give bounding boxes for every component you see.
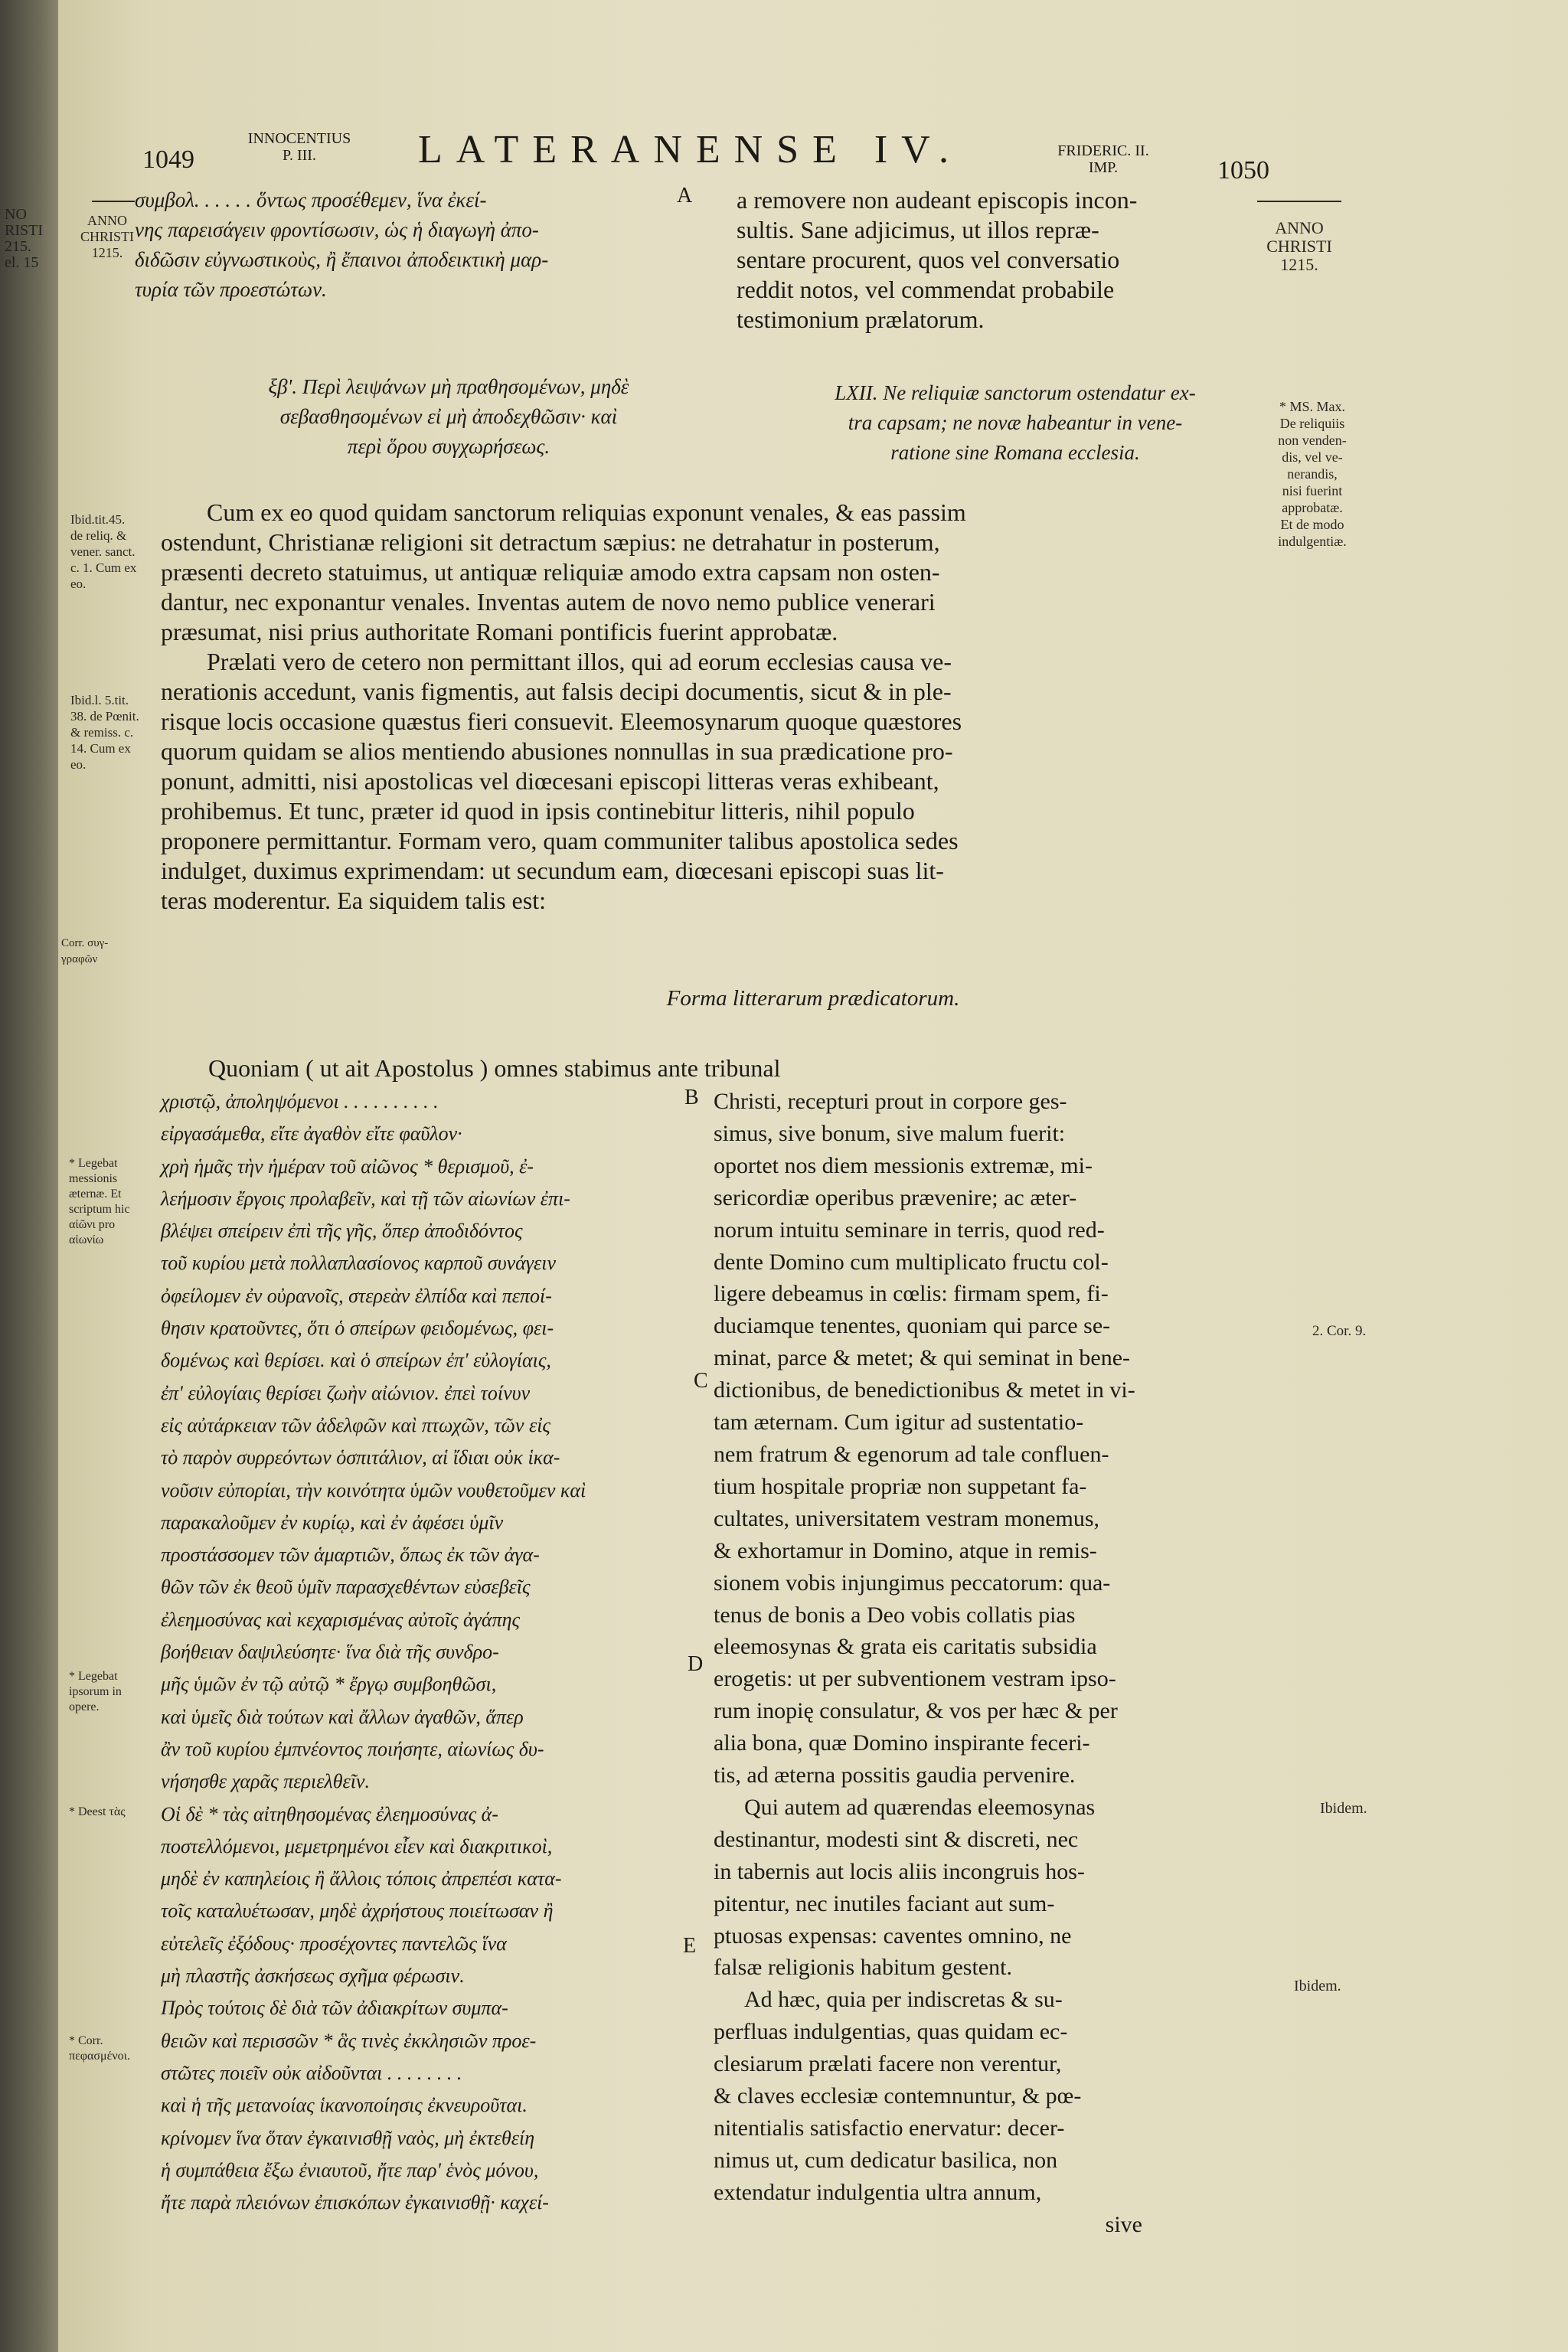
latin-col-line: ptuosas expensas: caventes omnino, ne (714, 1922, 1072, 1949)
latin-col-line: dictionibus, de benedictionibus & metet in vi- (714, 1377, 1135, 1403)
top-latin-block (737, 185, 1288, 335)
greek-line: νης παρεισάγειν φροντίσωσιν, ὡς ἡ διαγωγὴ ἀπο- (135, 218, 539, 241)
note-line: & remiss. c. (70, 725, 134, 740)
margin-note-legebat-2 (69, 1669, 155, 1715)
latin-line: sultis. Sane adjicimus, ut illos repræ- (737, 216, 1099, 243)
section-letter-c: C (694, 1369, 708, 1393)
greek-col-line: καὶ ἡ τῆς μετανοίας ἱκανοποίησις ἐκνευροῦται. (161, 2094, 528, 2117)
note-line: c. 1. Cum ex (70, 560, 137, 575)
latin-col-line: sive (1105, 2211, 1142, 2237)
latin-col-line: clesiarum prælati facere non verentur, (714, 2051, 1062, 2077)
main-line: indulget, duximus exprimendam: ut secundum eam, diœcesani episcopi suas lit- (161, 857, 944, 884)
christi-label: CHRISTI (1266, 237, 1332, 256)
ms-note-line: * MS. Max. (1279, 399, 1345, 414)
pope-label: INNOCENTIUS (247, 130, 351, 147)
latin-col-line: falsæ religionis habitum gestent. (714, 1955, 1012, 1981)
greek-col-line: λεήμοσιν ἔργοις προλαβεῖν, καὶ τῇ τῶν αἰωνίων ἐπι- (161, 1187, 570, 1210)
greek-col-line: θειῶν καὶ περισσῶν * ἃς τινὲς ἐκκλησιῶν προε- (161, 2029, 537, 2052)
latin-col-line: simus, sive bonum, sive malum fuerit: (714, 1120, 1066, 1146)
pope-sub: P. III. (283, 147, 316, 164)
greek-col-line: τὸ παρὸν συρρεόντων ὁσπιτάλιον, αἱ ἴδιαι οὐκ ἱκα- (161, 1446, 560, 1469)
greek-col-line: νοῦσιν εὐπορίαι, τὴν κοινότητα ὑμῶν νουθετοῦμεν καὶ (161, 1478, 586, 1501)
margin-note-corr-1 (61, 936, 138, 968)
year-label: 1215. (1280, 255, 1318, 274)
ms-note-line: approbatæ. (1282, 500, 1343, 515)
ms-note-line: nisi fuerint (1282, 483, 1343, 498)
main-line: teras moderentur. Ea siquidem talis est: (161, 887, 546, 914)
greek-col-line: προστάσσομεν τῶν ἁμαρτιῶν, ὅπως ἐκ τῶν ἀγα- (161, 1544, 540, 1566)
latin-col-line: sericordiæ operibus prævenire; ac æter- (714, 1184, 1077, 1210)
greek-col-line: θῶν τῶν ἐκ θεοῦ ὑμῖν παρασχεθέντων εὐσεβεῖς (161, 1576, 531, 1599)
main-line: prohibemus. Et tunc, præter id quod in ipsis continebitur litteris, nihil populo (161, 797, 915, 825)
greek-col-line: ὀφείλομεν ἐν οὐρανοῖς, στερεὰν ἐλπίδα καὶ πεποί- (161, 1284, 552, 1307)
latin-col-line: norum intuitu seminare in terris, quod red- (714, 1217, 1105, 1243)
greek-col-line: ἐπ' εὐλογίαις θερίσει ζωὴν αἰώνιον. ἐπεὶ τοίνυν (161, 1381, 531, 1404)
greek-col-line: μηδὲ ἐν καπηλείοις ἢ ἄλλοις τόποις ἀπρεπέσι κατα- (161, 1867, 562, 1890)
latin-col-line: extendatur indulgentia ultra annum, (714, 2179, 1042, 2205)
greek-col-line: τοῖς καταλυέτωσαν, μηδὲ ἀχρήστους ποιείτωσαν ἢ (161, 1900, 554, 1922)
latin-col-line: nem fratrum & egenorum ad tale confluen- (714, 1441, 1109, 1467)
year-label: 1215. (91, 245, 123, 260)
note-line: 38. de Pœnit. (70, 709, 139, 724)
latin-column (714, 1086, 1142, 2241)
greek-line: διδῶσιν εὐγνωστικοὺς, ἢ ἔπαινοι ἀποδεικτικὴ μαρ- (135, 248, 549, 271)
main-line: proponere permittantur. Formam vero, quam communiter talibus apostolica sedes (161, 827, 959, 854)
greek-col-line: Οἱ δὲ * τὰς αἰτηθησομένας ἐλεημοσύνας ἀ- (161, 1802, 498, 1825)
main-line: ostendunt, Christianæ religioni sit detractum sæpius: ne detrahatur in posterum, (161, 528, 940, 556)
margin-note-ibid-1 (70, 511, 155, 592)
greek-column (161, 1086, 749, 2219)
greek-col-line: εὐτελεῖς ἐξόδους· προσέχοντες παντελῶς ἵνα (161, 1932, 507, 1955)
latin-col-line: destinantur, modesti sint & discreti, nec (714, 1826, 1079, 1852)
anno-label: ANNO (87, 213, 127, 228)
binding-fragment: 215. (5, 238, 31, 255)
note-line: eo. (70, 577, 87, 591)
margin-ref-ibidem-2: Ibidem. (1294, 1978, 1341, 1994)
latin-col-line: & exhortamur in Domino, atque in remis- (714, 1537, 1097, 1563)
binding-fragments (5, 207, 51, 271)
running-head (142, 122, 1521, 191)
note-line: opere. (69, 1700, 100, 1713)
greek-col-line: τοῦ κυρίου μετὰ πολλαπλασίονος καρποῦ συνάγειν (161, 1252, 557, 1275)
latin-col-line: nimus ut, cum dedicatur basilica, non (714, 2147, 1058, 2173)
note-line: Ibid.tit.45. (70, 512, 126, 527)
main-line: ponunt, admitti, nisi apostolicas vel diœcesani episcopi litteras veras exhibeant, (161, 767, 939, 795)
latin-col-line: tis, ad æterna possitis gaudia pervenire. (714, 1762, 1076, 1788)
note-line: vener. sanct. (70, 544, 136, 559)
greek-col-line: χριστῷ, ἀποληψόμενοι . . . . . . . . . . (161, 1090, 439, 1112)
note-line: ipsorum in (69, 1685, 122, 1698)
ms-note-line: Et de modo (1280, 517, 1344, 532)
latin-col-line: tenus de bonis a Deo vobis collatis pias (714, 1602, 1076, 1628)
note-line: messionis (69, 1172, 118, 1185)
section-letter-a: A (677, 184, 693, 207)
greek-col-line: μὴ πλαστῆς ἀσκήσεως σχῆμα φέρωσιν. (161, 1965, 465, 1988)
main-line: dantur, nec exponantur venales. Inventas autem de novo nemo publice venerari (161, 588, 936, 616)
margin-note-corr-2 (69, 2034, 155, 2064)
greek-col-line: εἰργασάμεθα, εἴτε ἀγαθὸν εἴτε φαῦλον· (161, 1122, 462, 1145)
greek-line: τυρία τῶν προεστώτων. (135, 278, 327, 301)
latin-line: reddit notos, vel commendat probabile (737, 276, 1115, 303)
latin-col-line: duciamque tenentes, quoniam qui parce se- (714, 1313, 1111, 1339)
greek-col-line: θησιν κρατοῦντες, ὅτι ὁ σπείρων φειδομένως, φει- (161, 1317, 554, 1340)
greek-col-line: καὶ ὑμεῖς διὰ τούτων καὶ ἄλλων ἀγαθῶν, ἅπερ (161, 1705, 524, 1728)
emperor-name (1038, 142, 1168, 176)
margin-ref-ibidem-1: Ibidem. (1320, 1800, 1367, 1817)
greek-col-line: ἐλεημοσύνας καὶ κεχαρισμένας αὐτοῖς ἀγάπης (161, 1608, 521, 1631)
ms-note-line: indulgentiæ. (1278, 534, 1347, 549)
greek-col-line: ἂν τοῦ κυρίου ἐμπνέοντος ποιήσητε, αἰωνίως δυ- (161, 1737, 544, 1760)
note-line: * Legebat (69, 1157, 118, 1170)
latin-col-line: perfluas indulgentias, quas quidam ec- (714, 2019, 1068, 2045)
latin-col-line: sionem vobis injungimus peccatorum: qua- (714, 1570, 1111, 1596)
latin-col-line: Christi, recepturi prout in corpore ges- (714, 1089, 1067, 1114)
quoniam-line: Quoniam ( ut ait Apostolus ) omnes stabimus ante tribunal (208, 1054, 781, 1082)
note-line: Ibid.l. 5.tit. (70, 693, 129, 707)
margin-note-ibid-2 (70, 692, 155, 773)
anno-christi-left (77, 213, 138, 261)
latin-col-line: nitentialis satisfactio enervatur: decer- (714, 2115, 1065, 2141)
greek-chapter-heading (158, 372, 740, 462)
latin-col-line: Ad hæc, quia per indiscretas & su- (744, 1987, 1063, 2013)
greek-col-line: ἡ συμπάθεια ἔξω ἐνιαυτοῦ, ἤτε παρ' ἑνὸς μόνου, (161, 2158, 539, 2181)
latin-col-line: eleemosynas & grata eis caritatis subsidia (714, 1634, 1097, 1660)
main-line: risque locis occasione quæstus fieri consuevit. Eleemosynarum quoque quæstores (161, 707, 962, 735)
section-letter-d: D (688, 1652, 704, 1676)
binding-fragment: NO (5, 206, 27, 223)
emperor-sub: IMP. (1088, 159, 1119, 176)
margin-ref-cor: 2. Cor. 9. (1312, 1323, 1367, 1339)
main-line: quorum quidam se alios mentiendo abusiones nonnullas in sua prædicatione pro- (161, 737, 953, 765)
latin-heading-line: ratione sine Romana ecclesia. (890, 441, 1140, 464)
top-greek-block (135, 185, 740, 305)
greek-col-line: βλέψει σπείρειν ἐπὶ τῆς γῆς, ὅπερ ἀποδιδόντος (161, 1220, 523, 1243)
main-line: præsenti decreto statuimus, ut antiquæ reliquiæ amodo extra capsam non osten- (161, 558, 940, 586)
main-line: Cum ex eo quod quidam sanctorum reliquias exponunt venales, & eas passim (207, 498, 966, 526)
note-line: æternæ. Et (69, 1187, 122, 1200)
latin-heading-line: LXII. Ne reliquiæ sanctorum ostendatur ex- (835, 381, 1196, 404)
greek-heading-line: ξβ'. Περὶ λειψάνων μὴ πραθησομένων, μηδὲ (268, 375, 629, 398)
greek-heading-line: σεβασθησομένων εἰ μὴ ἀποδεχθῶσιν· καὶ (279, 405, 618, 428)
latin-line: testimonium prælatorum. (737, 305, 985, 333)
greek-col-line: εἰς αὐτάρκειαν τῶν ἀδελφῶν καὶ πτωχῶν, τῶν εἰς (161, 1413, 550, 1436)
greek-col-line: μῆς ὑμῶν ἐν τῷ αὐτῷ * ἔργῳ συμβοηθῶσι, (161, 1673, 497, 1696)
ms-note-line: non venden- (1278, 433, 1347, 448)
ms-note-line: nerandis, (1287, 466, 1338, 482)
latin-col-line: in tabernis aut locis aliis incongruis hos- (714, 1858, 1085, 1884)
anno-label: ANNO (1275, 218, 1324, 237)
christi-label: CHRISTI (80, 229, 134, 244)
note-line: * Corr. (69, 2034, 103, 2047)
greek-line: συμβολ. . . . . . ὅντως προσέθεμεν, ἵνα ἐκεί- (135, 188, 487, 211)
latin-col-line: minat, parce & metet; & qui seminat in bene- (714, 1345, 1130, 1371)
greek-col-line: ἤτε παρὰ πλειόνων ἐπισκόπων ἐγκαινισθῇ· καχεί- (161, 2191, 549, 2214)
section-letter-b: B (684, 1086, 699, 1109)
ms-note-line: dis, vel ve- (1282, 449, 1343, 465)
greek-col-line: παρακαλοῦμεν ἐν κυρίῳ, καὶ ἐν ἀφέσει ὑμῖν (161, 1511, 504, 1534)
book-binding (0, 0, 58, 2352)
latin-col-line: tium hospitale propriæ non suppetant fa- (714, 1473, 1087, 1499)
latin-chapter-heading (732, 378, 1298, 468)
greek-col-line: ποστελλόμενοι, μεμετρημένοι εἶεν καὶ διακριτικοὶ, (161, 1834, 553, 1857)
note-line: * Deest τὰς (69, 1805, 126, 1818)
greek-col-line: χρὴ ἡμᾶς τὴν ἡμέραν τοῦ αἰῶνος * θερισμοῦ, ἐ- (161, 1155, 534, 1178)
council-title: LATERANENSE IV. (418, 128, 963, 172)
note-line: γραφῶν (61, 953, 98, 965)
latin-col-line: erogetis: ut per subventionem vestram ipso- (714, 1666, 1116, 1692)
greek-col-line: νήσησθε χαρᾶς περιελθεῖν. (161, 1770, 370, 1793)
note-line: αἰωνίω (69, 1233, 104, 1246)
latin-col-line: cultates, universitatem vestram monemus, (714, 1505, 1100, 1531)
note-line: scriptum hic (69, 1203, 130, 1216)
margin-note-deest (69, 1804, 155, 1820)
main-line: præsumat, nisi prius authoritate Romani pontificis fuerint approbatæ. (161, 618, 838, 645)
main-latin-text (161, 498, 1279, 916)
latin-col-line: dente Domino cum multiplicato fructu col- (714, 1249, 1109, 1275)
latin-line: a removere non audeant episcopis incon- (737, 186, 1138, 214)
greek-col-line: βοήθειαν δαψιλεύσητε· ἵνα διὰ τῆς συνδρο- (161, 1641, 499, 1664)
latin-col-line: tam æternam. Cum igitur ad sustentatio- (714, 1410, 1084, 1436)
note-line: 14. Cum ex (70, 741, 131, 756)
greek-col-line: δομένως καὶ θερίσει. καὶ ὁ σπείρων ἐπ' εὐλογίαις, (161, 1349, 551, 1372)
binding-fragment: RISTI (5, 222, 43, 239)
book-page (5, 0, 1568, 2352)
greek-heading-line: περὶ ὅρου συγχωρήσεως. (347, 435, 550, 458)
greek-col-line: κρίνομεν ἵνα ὅταν ἐγκαινισθῇ ναὸς, μὴ ἐκτεθείη (161, 2126, 535, 2149)
note-line: eo. (70, 757, 87, 772)
ms-note-line: De reliquiis (1279, 416, 1345, 431)
greek-col-line: Πρὸς τούτοις δὲ διὰ τῶν ἀδιακρίτων συμπα- (161, 1997, 508, 2020)
main-line: nerationis accedunt, vanis figmentis, aut falsis decipi documentis, sicut & in ple- (161, 678, 952, 705)
latin-col-line: ligere debeamus in cœlis: firmam spem, fi- (714, 1281, 1109, 1307)
note-line: Corr. συγ- (61, 937, 109, 949)
left-margin-rule (92, 201, 135, 202)
note-line: πεφασμένοι. (69, 2050, 130, 2063)
binding-fragment: el. 15 (5, 254, 39, 271)
emperor-label: FRIDERIC. II. (1057, 142, 1149, 159)
latin-col-line: & claves ecclesiæ contemnuntur, & pœ- (714, 2083, 1082, 2109)
note-line: * Legebat (69, 1670, 118, 1683)
latin-col-line: oportet nos diem messionis extremæ, mi- (714, 1152, 1093, 1178)
note-line: de reliq. & (70, 528, 127, 543)
pope-name (242, 130, 357, 164)
latin-col-line: alia bona, quæ Domino inspirante feceri- (714, 1730, 1090, 1756)
main-line: Prælati vero de cetero non permittant illos, qui ad eorum ecclesias causa ve- (207, 648, 952, 675)
margin-note-legebat-1 (69, 1156, 155, 1248)
latin-col-line: rum inopię consulatur, & vos per hæc & per (714, 1698, 1118, 1724)
latin-col-line: pitentur, nec inutiles faciant aut sum- (714, 1890, 1055, 1916)
latin-heading-line: tra capsam; ne novæ habeantur in vene- (848, 411, 1183, 434)
section-letter-e: E (683, 1934, 697, 1958)
latin-line: sentare procurent, quos vel conversatio (737, 246, 1120, 273)
right-page-number: 1050 (1217, 156, 1269, 185)
forma-title: Forma litterarum prædicatorum. (666, 986, 960, 1011)
greek-col-line: στῶτες ποιεῖν οὐκ αἰδοῦνται . . . . . . . . (161, 2061, 462, 2084)
note-line: αἰῶνι pro (69, 1218, 116, 1231)
latin-col-line: Qui autem ad quærendas eleemosynas (744, 1794, 1096, 1820)
left-page-number: 1049 (142, 145, 194, 174)
